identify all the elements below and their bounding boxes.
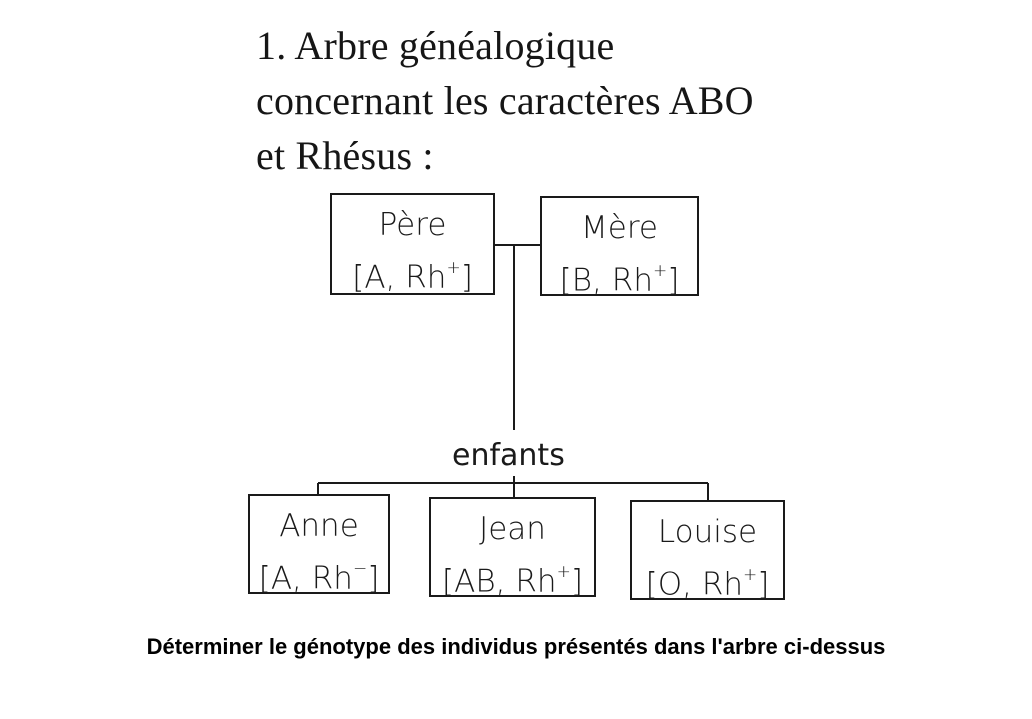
child-jean-rh-sign: + — [556, 562, 571, 582]
child-jean-rh-prefix: Rh — [515, 563, 557, 600]
child-anne-name: Anne — [279, 508, 359, 544]
child-louise-name: Louise — [657, 514, 758, 550]
father-abo-group: A — [364, 259, 386, 296]
child-louise-abo-group: O — [657, 566, 683, 603]
child-anne-rh-sign: − — [352, 559, 368, 579]
father-box — [330, 193, 495, 295]
father-rh-prefix: Rh — [405, 259, 447, 296]
child-louise-rh-prefix: Rh — [701, 566, 744, 603]
child-louise-rh-sign: + — [743, 565, 758, 585]
child-jean-name: Jean — [479, 511, 546, 547]
mother-box — [540, 196, 699, 299]
mother-rh-prefix: Rh — [611, 262, 653, 299]
child-anne-abo-group: A — [270, 560, 293, 597]
title-line-2: concernant les caractères ABO — [256, 78, 754, 123]
child-louise-phenotype: [O, Rh+] — [645, 565, 770, 603]
father-name: Père — [378, 207, 447, 243]
child-jean-box — [429, 497, 596, 600]
child-jean-abo-group: AB — [454, 563, 496, 600]
mother-name: Mère — [581, 210, 658, 246]
child-anne-box — [248, 494, 390, 597]
children-label: enfants — [452, 438, 565, 473]
father-rh-sign: + — [446, 258, 461, 278]
child-louise-box — [630, 500, 785, 603]
child-anne-rh-prefix: Rh — [311, 560, 353, 597]
exercise-question: Déterminer le génotype des individus présentés dans l'arbre ci-dessus — [146, 634, 886, 659]
child-jean-phenotype: [AB, Rh+] — [442, 562, 583, 600]
title-line-1: 1. Arbre généalogique — [256, 23, 615, 68]
title-line-3: et Rhésus : — [256, 133, 434, 178]
mother-abo-group: B — [571, 262, 593, 299]
mother-rh-sign: + — [652, 261, 668, 281]
mother-phenotype: [B, Rh+] — [559, 261, 680, 299]
father-phenotype: [A, Rh+] — [352, 258, 473, 296]
child-anne-phenotype: [A, Rh−] — [258, 559, 380, 597]
